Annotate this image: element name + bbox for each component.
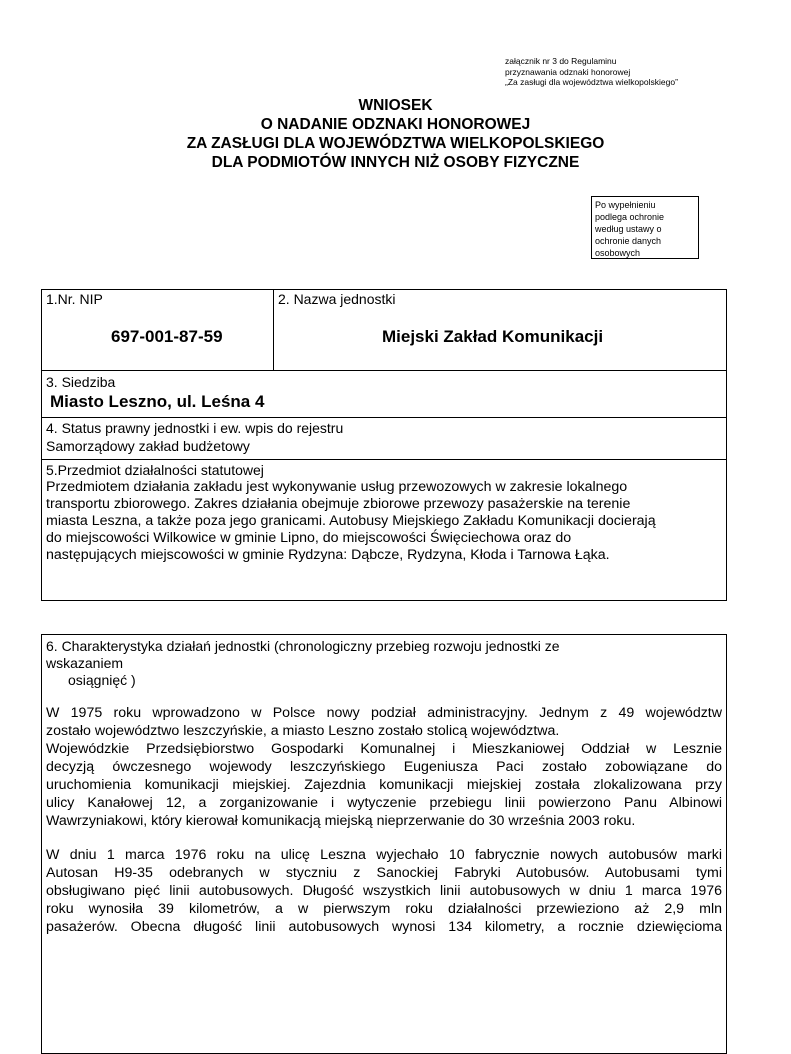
paragraph-line: ulicy Kanałowej 12, a zorganizowanie i wytyczenie przebiegu linii powierzono Panu Albinowi: [46, 795, 722, 811]
privacy-line: ochronie danych: [595, 236, 662, 246]
privacy-line: według ustawy o: [595, 224, 662, 234]
privacy-line: Po wypełnieniu: [595, 200, 656, 210]
annex-line: przyznawania odznaki honorowej: [505, 66, 631, 77]
activity-line: miasta Leszna, a także poza jego granicami. Autobusy Miejskiego Zakładu Komunikacji docierają: [46, 513, 656, 529]
activity-line: Przedmiotem działania zakładu jest wykonywanie usług przewozowych w zakresie lokalnego: [46, 479, 628, 495]
nip-value: 697-001-87-59: [111, 327, 223, 346]
paragraph-line: uruchomienia komunikacji miejskiej. Zajezdnia komunikacji miejskiej została zlokalizowana przy: [46, 777, 722, 793]
legal-status-value: Samorządowy zakład budżetowy: [46, 438, 250, 454]
paragraph-line: Autosan H9-35 odebranych w styczniu z Sanockiej Fabryki Autobusów. Autobusami tymi: [46, 865, 722, 881]
annex-line: „Za zasługi dla województwa wielkopolskiego”: [505, 77, 678, 87]
activity-label: 5.Przedmiot działalności statutowej: [46, 462, 264, 478]
section6-box: [41, 634, 727, 1054]
annex-note: [505, 56, 678, 88]
row-nip-name: [42, 290, 726, 370]
activity-line: transportu zbiorowego. Zakres działania obejmuje zbiorowe przewozy pasażerskie na terenie: [46, 496, 631, 512]
section6-paragraph-2: [46, 846, 722, 936]
row-seat: [42, 370, 726, 418]
entity-form-table: [41, 289, 727, 601]
row-activity: [42, 459, 726, 600]
entity-name-value: Miejski Zakład Komunikacji: [382, 327, 604, 346]
privacy-line: podlega ochronie: [595, 212, 665, 222]
row-legal-status: [42, 417, 726, 460]
section6-paragraph-1: [46, 704, 722, 830]
title-line: WNIOSEK: [358, 97, 433, 114]
title-line: ZA ZASŁUGI DLA WOJEWÓDZTWA WIELKOPOLSKIEGO: [186, 135, 605, 152]
activity-text: [46, 479, 656, 564]
nip-label: 1.Nr. NIP: [46, 291, 103, 307]
section6-content: [46, 638, 722, 936]
cell-divider: [273, 290, 274, 370]
title-line: O NADANIE ODZNAKI HONOROWEJ: [260, 116, 531, 133]
entity-name-label: 2. Nazwa jednostki: [278, 291, 396, 307]
paragraph-line: decyzją ówczesnego wojewody leszczyńskiego Eugeniusza Paci zostało zobowiązane do: [46, 759, 722, 775]
section6-heading: osiągnięć ): [68, 672, 136, 688]
paragraph-line: zostało województwo leszczyńskie, a miasto Leszno zostało stolicą województwa.: [46, 723, 560, 739]
paragraph-line: Wojewódzkie Przedsiębiorstwo Gospodarki Komunalnej i Mieszkaniowej Oddział w Lesznie: [46, 741, 722, 757]
paragraph-line: obsługiwano pięć linii autobusowych. Długość wszystkich linii autobusowych w dniu 1 marca 1976: [46, 883, 722, 899]
paragraph-line: roku wynosiła 39 kilometrów, a w pierwszym roku działalności przewieziono aż 2,9 mln: [46, 901, 722, 917]
activity-line: następujących miejscowości w gminie Rydzyna: Dąbcze, Rydzyna, Kłoda i Tarnowa Łąka.: [46, 547, 610, 563]
annex-line: załącznik nr 3 do Regulaminu: [505, 56, 617, 66]
legal-status-label: 4. Status prawny jednostki i ew. wpis do rejestru: [46, 420, 344, 436]
document-title: [0, 96, 791, 172]
activity-line: do miejscowości Wilkowice w gminie Lipno, do miejscowości Święciechowa oraz do: [46, 530, 572, 546]
seat-value: Miasto Leszno, ul. Leśna 4: [50, 392, 265, 411]
paragraph-line: Wawrzyniakowi, który kierował komunikacją miejską nieprzerwanie do 30 września 2003 roku.: [46, 813, 636, 829]
privacy-note-box: [591, 196, 699, 259]
seat-label: 3. Siedziba: [46, 374, 116, 390]
section6-heading: wskazaniem: [46, 655, 124, 671]
title-line: DLA PODMIOTÓW INNYCH NIŻ OSOBY FIZYCZNE: [211, 154, 580, 171]
privacy-line: osobowych: [595, 248, 641, 258]
section6-heading: 6. Charakterystyka działań jednostki (chronologiczny przebieg rozwoju jednostki ze: [46, 638, 560, 654]
paragraph-line: pasażerów. Obecna długość linii autobusowych wynosi 134 kilometry, a rocznie dziewięcioma: [46, 919, 722, 935]
paragraph-line: W 1975 roku wprowadzono w Polsce nowy podział administracyjny. Jednym z 49 województw: [46, 705, 722, 721]
paragraph-line: W dniu 1 marca 1976 roku na ulicę Leszna wyjechało 10 fabrycznie nowych autobusów marki: [46, 847, 722, 863]
